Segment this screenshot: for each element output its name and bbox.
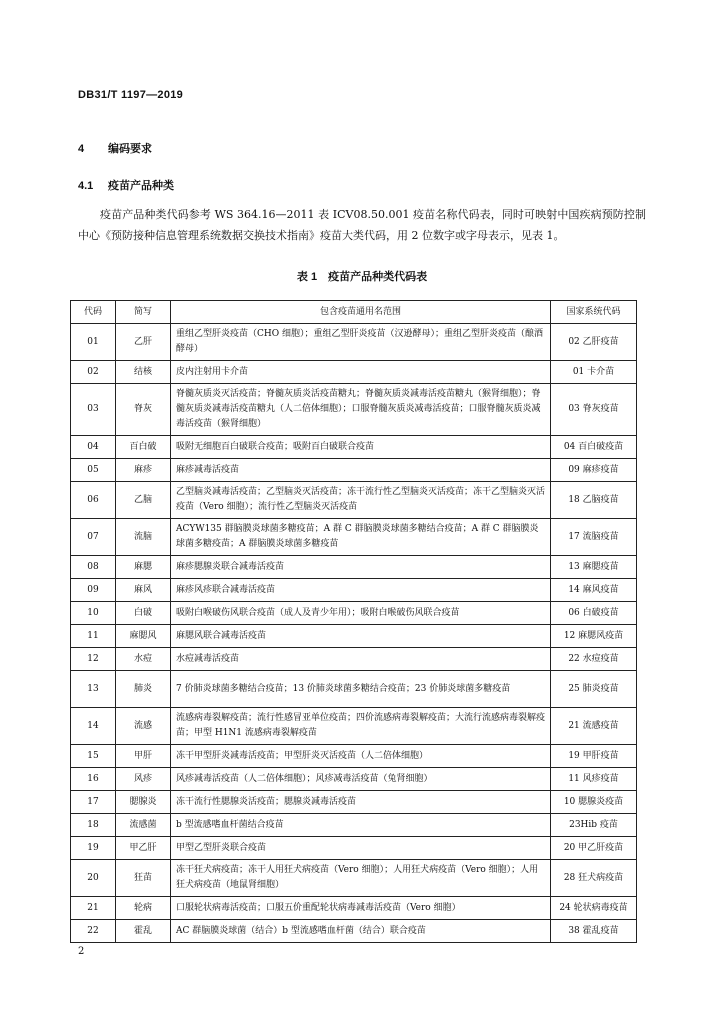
cell-national-code: 13 麻腮疫苗	[551, 556, 637, 579]
table-body	[71, 324, 637, 943]
section-title: 编码要求	[108, 143, 152, 155]
cell-scope: 麻腮风联合减毒活疫苗	[171, 625, 551, 648]
cell-abbr: 麻腮	[116, 556, 171, 579]
header-code: 代码	[71, 301, 116, 324]
cell-national-code: 02 乙肝疫苗	[551, 324, 637, 361]
cell-national-code: 23Hib 疫苗	[551, 814, 637, 837]
page-number: 2	[78, 946, 85, 957]
cell-national-code: 19 甲肝疫苗	[551, 745, 637, 768]
cell-scope: 风疹减毒活疫苗（人二倍体细胞）；风疹减毒活疫苗（兔肾细胞）	[171, 768, 551, 791]
cell-abbr: 流脑	[116, 519, 171, 556]
section-heading-4-1	[78, 177, 174, 193]
cell-national-code: 21 流感疫苗	[551, 708, 637, 745]
table-row	[71, 745, 637, 768]
cell-code: 21	[71, 897, 116, 920]
cell-code: 14	[71, 708, 116, 745]
cell-scope: 乙型脑炎减毒活疫苗；乙型脑炎灭活疫苗；冻干流行性乙型脑炎灭活疫苗；冻干乙型脑炎灭活疫苗（Vero 细胞）；流行性乙型脑炎灭活疫苗	[171, 482, 551, 519]
section-number: 4	[78, 143, 85, 155]
cell-scope: 麻疹腮腺炎联合减毒活疫苗	[171, 556, 551, 579]
cell-national-code: 10 腮腺炎疫苗	[551, 791, 637, 814]
cell-national-code: 38 霍乱疫苗	[551, 920, 637, 943]
cell-abbr: 乙肝	[116, 324, 171, 361]
table-row	[71, 897, 637, 920]
cell-scope: ACYW135 群脑膜炎球菌多糖疫苗；A 群 C 群脑膜炎球菌多糖结合疫苗；A 群 C 群脑膜炎球菌多糖疫苗；A 群脑膜炎球菌多糖疫苗	[171, 519, 551, 556]
cell-scope: 麻疹风疹联合减毒活疫苗	[171, 579, 551, 602]
cell-code: 09	[71, 579, 116, 602]
table-header-row	[71, 301, 637, 324]
table-row	[71, 384, 637, 436]
table-row	[71, 814, 637, 837]
section-number: 4.1	[78, 180, 94, 192]
table-row	[71, 602, 637, 625]
cell-abbr: 结核	[116, 361, 171, 384]
cell-scope: 脊髓灰质炎灭活疫苗；脊髓灰质炎活疫苗糖丸；脊髓灰质炎减毒活疫苗糖丸（猴肾细胞）；脊髓灰质炎减毒活疫苗糖丸（人二倍体细胞）；口服脊髓灰质炎减毒活疫苗；口服脊髓灰质炎减毒活疫苗（猴肾细胞）	[171, 384, 551, 436]
cell-code: 12	[71, 648, 116, 671]
cell-national-code: 18 乙脑疫苗	[551, 482, 637, 519]
cell-national-code: 28 狂犬病疫苗	[551, 860, 637, 897]
cell-scope: AC 群脑膜炎球菌（结合）b 型流感嗜血杆菌（结合）联合疫苗	[171, 920, 551, 943]
table-row	[71, 519, 637, 556]
cell-scope: 麻疹减毒活疫苗	[171, 459, 551, 482]
cell-abbr: 肺炎	[116, 671, 171, 708]
cell-abbr: 水痘	[116, 648, 171, 671]
table-row	[71, 671, 637, 708]
cell-national-code: 17 流脑疫苗	[551, 519, 637, 556]
table-row	[71, 837, 637, 860]
cell-code: 04	[71, 436, 116, 459]
cell-abbr: 风疹	[116, 768, 171, 791]
cell-abbr: 轮病	[116, 897, 171, 920]
cell-code: 08	[71, 556, 116, 579]
cell-scope: 重组乙型肝炎疫苗（CHO 细胞）；重组乙型肝炎疫苗（汉逊酵母）；重组乙型肝炎疫苗（酿酒酵母）	[171, 324, 551, 361]
header-scope: 包含疫苗通用名范围	[171, 301, 551, 324]
cell-code: 18	[71, 814, 116, 837]
cell-code: 17	[71, 791, 116, 814]
cell-scope: 甲型乙型肝炎联合疫苗	[171, 837, 551, 860]
cell-scope: 皮内注射用卡介苗	[171, 361, 551, 384]
body-paragraph: 疫苗产品种类代码参考 WS 364.16—2011 表 ICV08.50.001 疫苗名称代码表，同时可映射中国疾病预防控制中心《预防接种信息管理系统数据交换技术指南》疫苗大类代码，用 2 位数字或字母表示，见表 1。	[78, 208, 646, 242]
cell-abbr: 脊灰	[116, 384, 171, 436]
cell-national-code: 01 卡介苗	[551, 361, 637, 384]
cell-scope: 7 价肺炎球菌多糖结合疫苗；13 价肺炎球菌多糖结合疫苗；23 价肺炎球菌多糖疫苗	[171, 671, 551, 708]
cell-national-code: 03 脊灰疫苗	[551, 384, 637, 436]
cell-abbr: 麻疹	[116, 459, 171, 482]
cell-code: 11	[71, 625, 116, 648]
table-row	[71, 920, 637, 943]
cell-abbr: 腮腺炎	[116, 791, 171, 814]
cell-code: 10	[71, 602, 116, 625]
table-row	[71, 860, 637, 897]
header-abbr: 简写	[116, 301, 171, 324]
cell-scope: 冻干狂犬病疫苗；冻干人用狂犬病疫苗（Vero 细胞）；人用狂犬病疫苗（Vero 细胞）；人用狂犬病疫苗（地鼠肾细胞）	[171, 860, 551, 897]
cell-code: 05	[71, 459, 116, 482]
cell-abbr: 麻腮风	[116, 625, 171, 648]
table-row	[71, 459, 637, 482]
cell-scope: 吸附白喉破伤风联合疫苗（成人及青少年用）；吸附白喉破伤风联合疫苗	[171, 602, 551, 625]
cell-code: 07	[71, 519, 116, 556]
cell-scope: 口服轮状病毒活疫苗；口服五价重配轮状病毒减毒活疫苗（Vero 细胞）	[171, 897, 551, 920]
cell-scope: 冻干甲型肝炎减毒活疫苗；甲型肝炎灭活疫苗（人二倍体细胞）	[171, 745, 551, 768]
cell-scope: b 型流感嗜血杆菌结合疫苗	[171, 814, 551, 837]
cell-national-code: 09 麻疹疫苗	[551, 459, 637, 482]
cell-abbr: 狂苗	[116, 860, 171, 897]
cell-abbr: 百白破	[116, 436, 171, 459]
cell-code: 03	[71, 384, 116, 436]
table-row	[71, 708, 637, 745]
cell-national-code: 11 风疹疫苗	[551, 768, 637, 791]
vaccine-category-table	[70, 300, 637, 943]
cell-national-code: 04 百白破疫苗	[551, 436, 637, 459]
cell-code: 20	[71, 860, 116, 897]
table-row	[71, 324, 637, 361]
cell-code: 01	[71, 324, 116, 361]
cell-abbr: 霍乱	[116, 920, 171, 943]
cell-abbr: 麻风	[116, 579, 171, 602]
table-row	[71, 482, 637, 519]
cell-abbr: 白破	[116, 602, 171, 625]
cell-code: 13	[71, 671, 116, 708]
table-row	[71, 361, 637, 384]
cell-code: 22	[71, 920, 116, 943]
table-row	[71, 768, 637, 791]
cell-abbr: 流感	[116, 708, 171, 745]
cell-code: 02	[71, 361, 116, 384]
table-row	[71, 648, 637, 671]
document-id: DB31/T 1197—2019	[78, 89, 184, 101]
cell-scope: 冻干流行性腮腺炎活疫苗；腮腺炎减毒活疫苗	[171, 791, 551, 814]
cell-national-code: 24 轮状病毒疫苗	[551, 897, 637, 920]
table-row	[71, 579, 637, 602]
cell-abbr: 流感菌	[116, 814, 171, 837]
cell-scope: 流感病毒裂解疫苗；流行性感冒亚单位疫苗；四价流感病毒裂解疫苗；大流行流感病毒裂解疫苗；甲型 H1N1 流感病毒裂解疫苗	[171, 708, 551, 745]
cell-code: 06	[71, 482, 116, 519]
cell-abbr: 乙脑	[116, 482, 171, 519]
cell-national-code: 14 麻风疫苗	[551, 579, 637, 602]
cell-national-code: 20 甲乙肝疫苗	[551, 837, 637, 860]
cell-code: 15	[71, 745, 116, 768]
cell-national-code: 22 水痘疫苗	[551, 648, 637, 671]
section-title: 疫苗产品种类	[108, 180, 174, 192]
table-caption: 表 1 疫苗产品种类代码表	[296, 271, 428, 283]
cell-abbr: 甲乙肝	[116, 837, 171, 860]
cell-national-code: 12 麻腮风疫苗	[551, 625, 637, 648]
table-row	[71, 436, 637, 459]
cell-scope: 吸附无细胞百白破联合疫苗；吸附百白破联合疫苗	[171, 436, 551, 459]
cell-code: 19	[71, 837, 116, 860]
table-row	[71, 791, 637, 814]
table-row	[71, 625, 637, 648]
cell-code: 16	[71, 768, 116, 791]
cell-national-code: 25 肺炎疫苗	[551, 671, 637, 708]
header-national-code: 国家系统代码	[551, 301, 637, 324]
cell-scope: 水痘减毒活疫苗	[171, 648, 551, 671]
section-heading-4	[78, 140, 152, 156]
cell-abbr: 甲肝	[116, 745, 171, 768]
table-row	[71, 556, 637, 579]
cell-national-code: 06 白破疫苗	[551, 602, 637, 625]
